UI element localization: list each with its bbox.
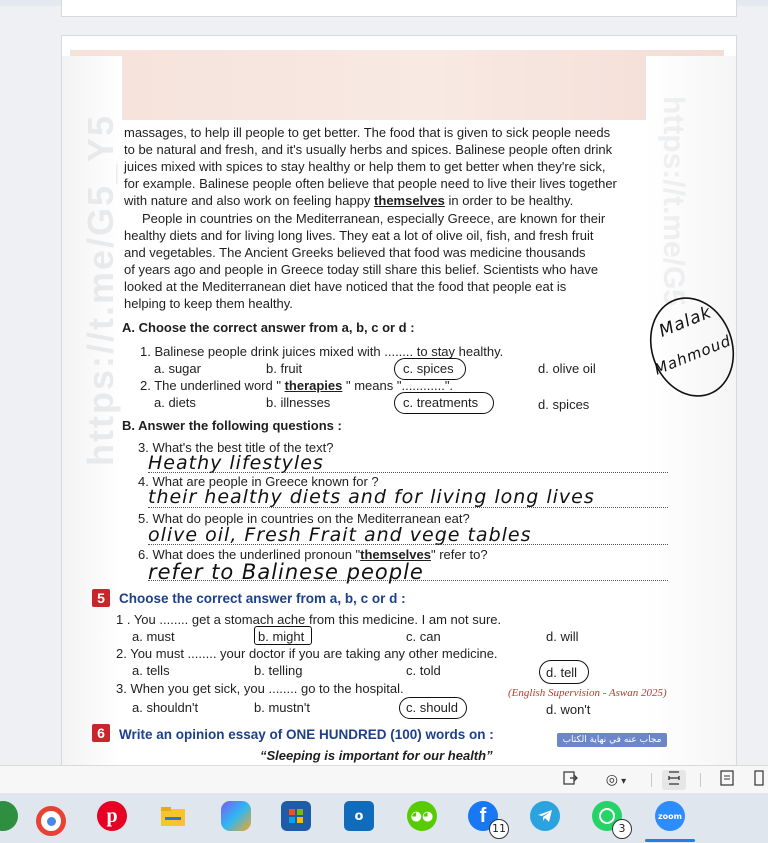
a-q2-opt-a: a. diets bbox=[154, 395, 196, 410]
passage-line-9: of years ago and people in Greece today still share this belief. Scientists who have bbox=[124, 262, 599, 277]
s5-q1-opt-a: a. must bbox=[132, 629, 175, 644]
facebook-icon[interactable]: f 11 bbox=[468, 801, 498, 831]
watermark-left: https://t.me/G5_Y5 bbox=[80, 113, 121, 466]
a-q1-opt-c: c. spices bbox=[403, 361, 454, 376]
telegram-icon[interactable] bbox=[530, 801, 560, 831]
section-5-q1: 1 . You ........ get a stomach ache from this medicine. I am not sure. bbox=[116, 612, 502, 627]
s5-q3-opt-a: a. shouldn't bbox=[132, 700, 199, 715]
s5-q1-opt-d: d. will bbox=[546, 629, 579, 644]
a-q2-opt-b: b. illnesses bbox=[266, 395, 331, 410]
a-q2-opt-c: c. treatments bbox=[403, 395, 479, 410]
zoom-icon[interactable]: zoom bbox=[655, 801, 685, 831]
s5-q2-opt-c: c. told bbox=[406, 663, 441, 678]
s5-q2-opt-a: a. tells bbox=[132, 663, 170, 678]
section-b-heading: B. Answer the following questions : bbox=[122, 418, 342, 433]
section-5-q2: 2. You must ........ your doctor if you are taking any other medicine. bbox=[116, 646, 498, 661]
page-view-icon[interactable] bbox=[717, 770, 737, 790]
toolbar-separator bbox=[700, 773, 701, 787]
chrome-icon[interactable] bbox=[36, 806, 66, 836]
answer-5: olive oil, Fresh Frait and vege tables bbox=[148, 524, 532, 546]
facebook-badge: 11 bbox=[489, 819, 509, 839]
chevron-down-icon: ▾ bbox=[618, 776, 627, 787]
answer-key-badge: مجاب عنه في نهاية الكتاب bbox=[557, 733, 667, 747]
passage-line-11: helping to keep them healthy. bbox=[124, 296, 293, 311]
section-b-q5: 5. What do people in countries on the Mediterranean eat? bbox=[138, 511, 470, 526]
save-to-device-icon[interactable] bbox=[560, 770, 580, 790]
answer-4: their healthy diets and for living long lives bbox=[148, 486, 595, 508]
outlook-icon[interactable]: o bbox=[344, 801, 374, 831]
duolingo-icon[interactable]: ◕◕ bbox=[407, 801, 437, 831]
section-5-heading: Choose the correct answer from a, b, c or d : bbox=[119, 591, 406, 606]
section-6-heading: Write an opinion essay of ONE HUNDRED (100) words on : bbox=[119, 727, 494, 742]
answer-box-might bbox=[254, 626, 312, 645]
section-5-number: 5 bbox=[92, 589, 110, 607]
watermark-right: https://t.me/G5 bbox=[657, 96, 690, 307]
s5-q3-opt-b: b. mustn't bbox=[254, 700, 310, 715]
section-6-number: 6 bbox=[92, 724, 110, 742]
section-b-q6: 6. What does the underlined pronoun "themselves" refer to? bbox=[138, 547, 488, 562]
answer-6: refer to Balinese people bbox=[148, 560, 424, 584]
section-a-q2: 2. The underlined word " therapies " means "............". bbox=[140, 378, 454, 393]
previous-page-edge bbox=[61, 0, 737, 17]
copilot-icon[interactable] bbox=[221, 801, 251, 831]
underlined-themselves: themselves bbox=[374, 193, 445, 208]
passage-line-1: massages, to help ill people to get better. The food that is given to sick people needs bbox=[124, 125, 611, 140]
s5-q2-opt-d: d. tell bbox=[546, 665, 578, 680]
two-page-icon[interactable] bbox=[752, 770, 766, 790]
answer-circle-treatments bbox=[394, 392, 494, 414]
whatsapp-badge: 3 bbox=[612, 819, 632, 839]
view-dropdown[interactable] bbox=[597, 770, 635, 790]
eye-icon: ◎ bbox=[605, 772, 618, 788]
app-icon-partial[interactable] bbox=[0, 801, 18, 831]
pinterest-icon[interactable]: p bbox=[97, 801, 127, 831]
s5-q1-opt-c: c. can bbox=[406, 629, 441, 644]
fit-to-page-icon[interactable] bbox=[662, 770, 686, 790]
a-q1-opt-b: b. fruit bbox=[266, 361, 303, 376]
document-page bbox=[61, 35, 737, 767]
passage-line-7: healthy diets and for living long lives. They eat a lot of olive oil, fish, and fresh fruit bbox=[124, 228, 594, 243]
answer-line-5 bbox=[148, 544, 668, 545]
section-a-q1: 1. Balinese people drink juices mixed with ........ to stay healthy. bbox=[140, 344, 504, 359]
answer-circle-should bbox=[399, 697, 467, 719]
active-app-indicator bbox=[645, 839, 695, 842]
s5-q3-opt-d: d. won't bbox=[546, 702, 591, 717]
essay-topic: “Sleeping is important for our health” bbox=[260, 748, 493, 763]
a-q1-opt-d: d. olive oil bbox=[538, 361, 596, 376]
answer-line-4 bbox=[148, 507, 668, 508]
passage-line-6: People in countries on the Mediterranean, especially Greece, are known for their bbox=[142, 211, 606, 226]
page-header-band bbox=[70, 50, 724, 120]
store-icon[interactable] bbox=[281, 801, 311, 831]
answer-circle-tell bbox=[539, 660, 589, 684]
section-b-q3: 3. What's the best title of the text? bbox=[138, 440, 334, 455]
signature-line-2: Mahmoud bbox=[651, 331, 734, 379]
passage-line-8: and vegetables. The Ancient Greeks believed that food was medicine thousands bbox=[124, 245, 586, 260]
section-a-heading: A. Choose the correct answer from a, b, c or d : bbox=[122, 320, 415, 335]
passage-line-4: for example. Balinese people often believe that people need to live their lives together bbox=[124, 176, 617, 191]
a-q1-opt-a: a. sugar bbox=[154, 361, 201, 376]
pdf-toolbar bbox=[0, 765, 768, 794]
answer-line-6 bbox=[148, 580, 668, 581]
passage-line-2: to be natural and fresh, and it's usually herbs and spices. Balinese people often drink bbox=[124, 142, 613, 157]
s5-q1-opt-b: b. might bbox=[258, 629, 305, 644]
q3-source: (English Supervision - Aswan 2025) bbox=[508, 687, 667, 699]
passage-line-5: with nature and also work on feeling happy themselves in order to be healthy. bbox=[124, 193, 574, 208]
whatsapp-icon[interactable] bbox=[592, 801, 626, 835]
passage-line-10: looked at the Mediterranean diet have noticed that the food that people eat is bbox=[124, 279, 567, 294]
toolbar-separator bbox=[651, 773, 652, 787]
answer-3: Heathy lifestyles bbox=[148, 452, 324, 474]
signature-line-1: Malak bbox=[656, 302, 715, 342]
a-q2-opt-d: d. spices bbox=[538, 397, 590, 412]
passage-line-3: juices mixed with spices to stay healthy or help them to get better when they're sick, bbox=[124, 159, 606, 174]
s5-q2-opt-b: b. telling bbox=[254, 663, 303, 678]
s5-q3-opt-c: c. should bbox=[406, 700, 459, 715]
taskbar bbox=[0, 793, 768, 843]
file-explorer-icon[interactable] bbox=[158, 801, 188, 831]
section-5-q3: 3. When you get sick, you ........ go to the hospital. bbox=[116, 681, 404, 696]
section-b-q4: 4. What are people in Greece known for ? bbox=[138, 474, 379, 489]
